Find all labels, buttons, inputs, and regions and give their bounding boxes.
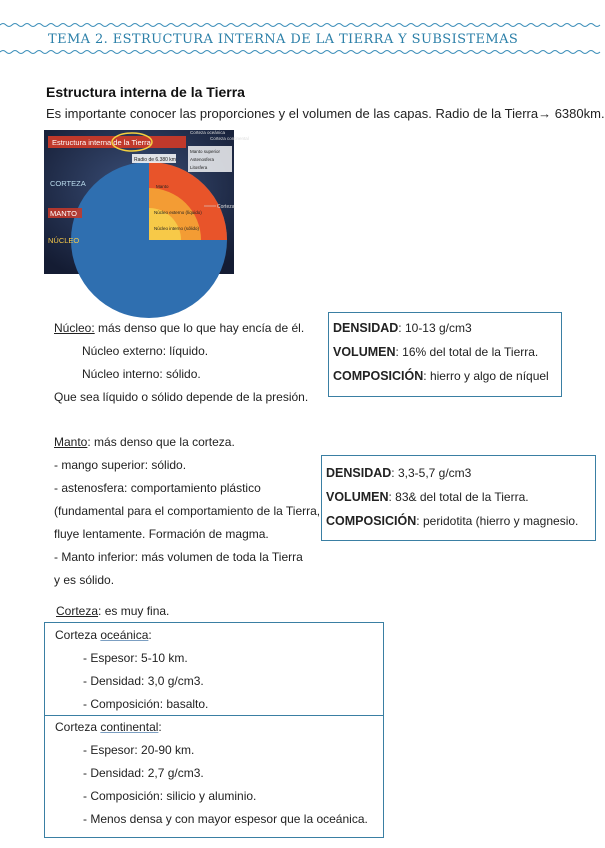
earth-structure-figure — [44, 130, 249, 274]
manto-title: Manto — [54, 435, 88, 449]
manto-line: - mango superior: sólido. — [54, 458, 187, 472]
nucleo-note: Que sea líquido o sólido depende de la presión. — [54, 390, 309, 404]
nucleo-desc: más denso que lo que hay encía de él. — [94, 321, 305, 335]
figure-label-continental: Corteza continental — [210, 136, 249, 141]
manto-line: - astenosfera: comportamiento plástico — [54, 481, 261, 495]
nucleo-composition: COMPOSICIÓN: hierro y algo de níquel — [333, 369, 549, 383]
oceanic-item: - Densidad: 3,0 g/cm3. — [83, 674, 204, 688]
header-top-wave — [0, 22, 601, 28]
figure-banner: Estructura interna de la Tierra — [52, 138, 151, 147]
continental-item: - Composición: silicio y aluminio. — [83, 789, 257, 803]
figure-label-outer-core: Núcleo externo (líquido) — [154, 210, 202, 215]
nucleo-item: Núcleo externo: líquido. — [82, 344, 209, 358]
manto-line: (fundamental para el comportamiento de la Tierra, — [54, 504, 321, 518]
manto-line: fluye lentamente. Formación de magma. — [54, 527, 269, 541]
figure-label-inner-core: Núcleo interno (sólido) — [154, 226, 200, 231]
manto-line: y es sólido. — [54, 573, 115, 587]
figure-label-manto: MANTO — [50, 209, 77, 218]
oceanic-item: - Composición: basalto. — [83, 697, 209, 711]
nucleo-title: Núcleo: — [54, 321, 95, 335]
oceanic-item: - Espesor: 5-10 km. — [83, 651, 188, 665]
header-bottom-wave — [0, 49, 601, 55]
nucleo-data-box — [328, 312, 562, 397]
nucleo-density: DENSIDAD: 10-13 g/cm3 — [333, 321, 472, 335]
continental-item: - Densidad: 2,7 g/cm3. — [83, 766, 204, 780]
manto-heading — [54, 434, 235, 450]
continental-item: - Menos densa y con mayor espesor que la oceánica. — [83, 812, 368, 826]
nucleo-heading — [54, 320, 304, 336]
continental-title: Corteza continental: — [55, 720, 162, 734]
corteza-desc: : es muy fina. — [98, 604, 170, 618]
corteza-divider — [45, 715, 383, 716]
earth-diagram — [44, 130, 249, 274]
figure-label-lithosphere: Litosfera — [190, 165, 208, 170]
section-intro: Es importante conocer las proporciones y el volumen de las capas. Radio de la Tierra→ 6380km. — [46, 106, 605, 121]
manto-desc: : más denso que la corteza. — [87, 435, 235, 449]
corteza-heading — [56, 603, 169, 619]
corteza-title: Corteza — [56, 604, 99, 618]
oceanic-title: Corteza oceánica: — [55, 628, 152, 642]
continental-item: - Espesor: 20-90 km. — [83, 743, 195, 757]
manto-line: - Manto inferior: más volumen de toda la Tierra — [54, 550, 303, 564]
header-title: TEMA 2. ESTRUCTURA INTERNA DE LA TIERRA Y SUBSISTEMAS — [48, 32, 519, 47]
corteza-box — [44, 622, 384, 838]
manto-density: DENSIDAD: 3,3-5,7 g/cm3 — [326, 466, 472, 480]
manto-volume: VOLUMEN: 83& del total de la Tierra. — [326, 490, 529, 504]
figure-label-corteza: CORTEZA — [50, 179, 86, 188]
manto-data-box — [321, 455, 596, 541]
figure-label-oceanic: Corteza oceánica — [190, 130, 226, 135]
nucleo-item: Núcleo interno: sólido. — [82, 367, 201, 381]
figure-label-asthenosphere: Astenosfera — [190, 157, 215, 162]
figure-label-crust: Corteza — [217, 204, 235, 210]
section-title: Estructura interna de la Tierra — [46, 84, 245, 100]
figure-label-mantle-inner: Manto — [156, 184, 169, 189]
figure-label-nucleo: NÚCLEO — [48, 236, 80, 245]
nucleo-volume: VOLUMEN: 16% del total de la Tierra. — [333, 345, 539, 359]
figure-label-upper-mantle: Manto superior — [190, 149, 221, 154]
manto-composition: COMPOSICIÓN: peridotita (hierro y magnesio. — [326, 514, 579, 528]
figure-radius: Radio de 6.380 km — [134, 157, 176, 163]
